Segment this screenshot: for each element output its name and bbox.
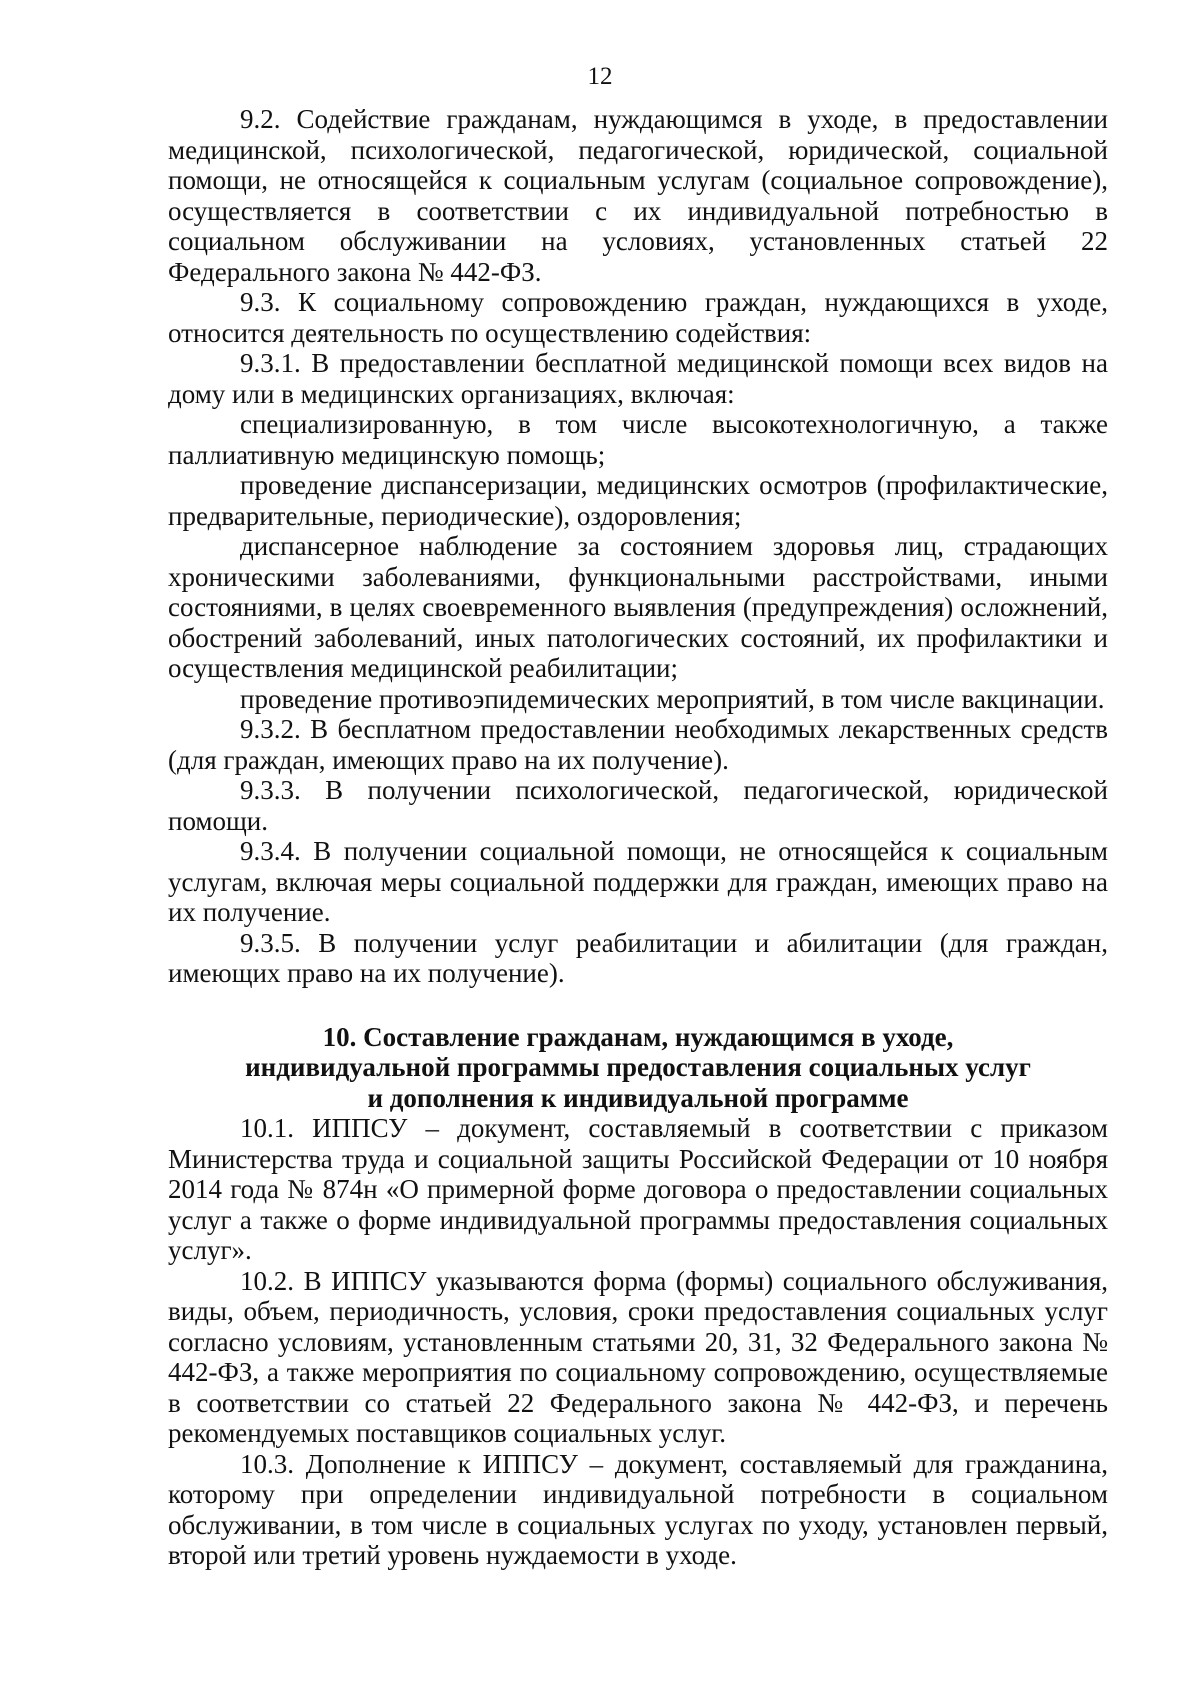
- paragraph-9-3-2: 9.3.2. В бесплатном предоставлении необходимых лекарственных средств (для граждан, имеющих право на их получение).: [168, 714, 1108, 775]
- section-heading-line-3: и дополнения к индивидуальной программе: [367, 1082, 909, 1113]
- paragraph-vaccination: проведение противоэпидемических мероприятий, в том числе вакцинации.: [240, 683, 1105, 714]
- paragraph-9-3-5: 9.3.5. В получении услуг реабилитации и абилитации (для граждан, имеющих право на их получение).: [168, 927, 1108, 988]
- paragraph-9-3: 9.3. К социальному сопровождению граждан, нуждающихся в уходе, относится деятельность по осуществлению содействия:: [168, 287, 1108, 348]
- section-10-heading: [168, 1022, 1108, 1114]
- page-number: 12: [587, 63, 613, 90]
- section-heading-line-2: индивидуальной программы предоставления социальных услуг: [245, 1052, 1031, 1082]
- paragraph-medical-examination: проведение диспансеризации, медицинских осмотров (профилактические, предварительные, периодические), оздоровления;: [168, 470, 1108, 531]
- paragraph-9-2: 9.2. Содействие гражданам, нуждающимся в уходе, в предоставлении медицинской, психологической, педагогической, юридической, социальной помощи, не относящейся к социальным услугам (социальное сопровождение), осуществляется в соответствии с их индивидуальной потребностью в социальном обслуживании на условиях, установленных статьей 22 Федерального закона № 442-ФЗ.: [168, 104, 1108, 287]
- document-body: [168, 104, 1108, 1571]
- paragraph-10-1: 10.1. ИППСУ – документ, составляемый в соответствии с приказом Министерства труда и социальной защиты Российской Федерации от 10 ноября 2014 года № 874н «О примерной форме договора о предоставлении социальных услуг а также о форме индивидуальной программы предоставления социальных услуг».: [168, 1113, 1108, 1265]
- paragraph-10-2: 10.2. В ИППСУ указываются форма (формы) социального обслуживания, виды, объем, периодичность, условия, сроки предоставления социальных услуг согласно условиям, установленным статьями 20, 31, 32 Федерального закона № 442-ФЗ, а также мероприятия по социальному сопровождению, осуществляемые в соответствии со статьей 22 Федерального закона № 442-ФЗ, и перечень рекомендуемых поставщиков социальных услуг.: [168, 1265, 1108, 1448]
- paragraph-9-3-3: 9.3.3. В получении психологической, педагогической, юридической помощи.: [168, 775, 1108, 836]
- section-heading-line-1: 10. Составление гражданам, нуждающимся в уходе,: [322, 1021, 954, 1052]
- paragraph-9-3-1: 9.3.1. В предоставлении бесплатной медицинской помощи всех видов на дому или в медицинских организациях, включая:: [168, 348, 1108, 409]
- paragraph-dispensary-observation: диспансерное наблюдение за состоянием здоровья лиц, страдающих хроническими заболеваниями, функциональными расстройствами, иными состояниями, в целях своевременного выявления (предупреждения) осложнений, обострений заболеваний, иных патологических состояний, их профилактики и осуществления медицинской реабилитации;: [168, 531, 1108, 683]
- paragraph-9-3-4: 9.3.4. В получении социальной помощи, не относящейся к социальным услугам, включая меры социальной поддержки для граждан, имеющих право на их получение.: [168, 836, 1108, 927]
- paragraph-specialized-care: специализированную, в том числе высокотехнологичную, а также паллиативную медицинскую помощь;: [168, 409, 1108, 470]
- paragraph-10-3: 10.3. Дополнение к ИППСУ – документ, составляемый для гражданина, которому при определении индивидуальной потребности в социальном обслуживании, в том числе в социальных услугах по уходу, установлен первый, второй или третий уровень нуждаемости в уходе.: [168, 1448, 1108, 1570]
